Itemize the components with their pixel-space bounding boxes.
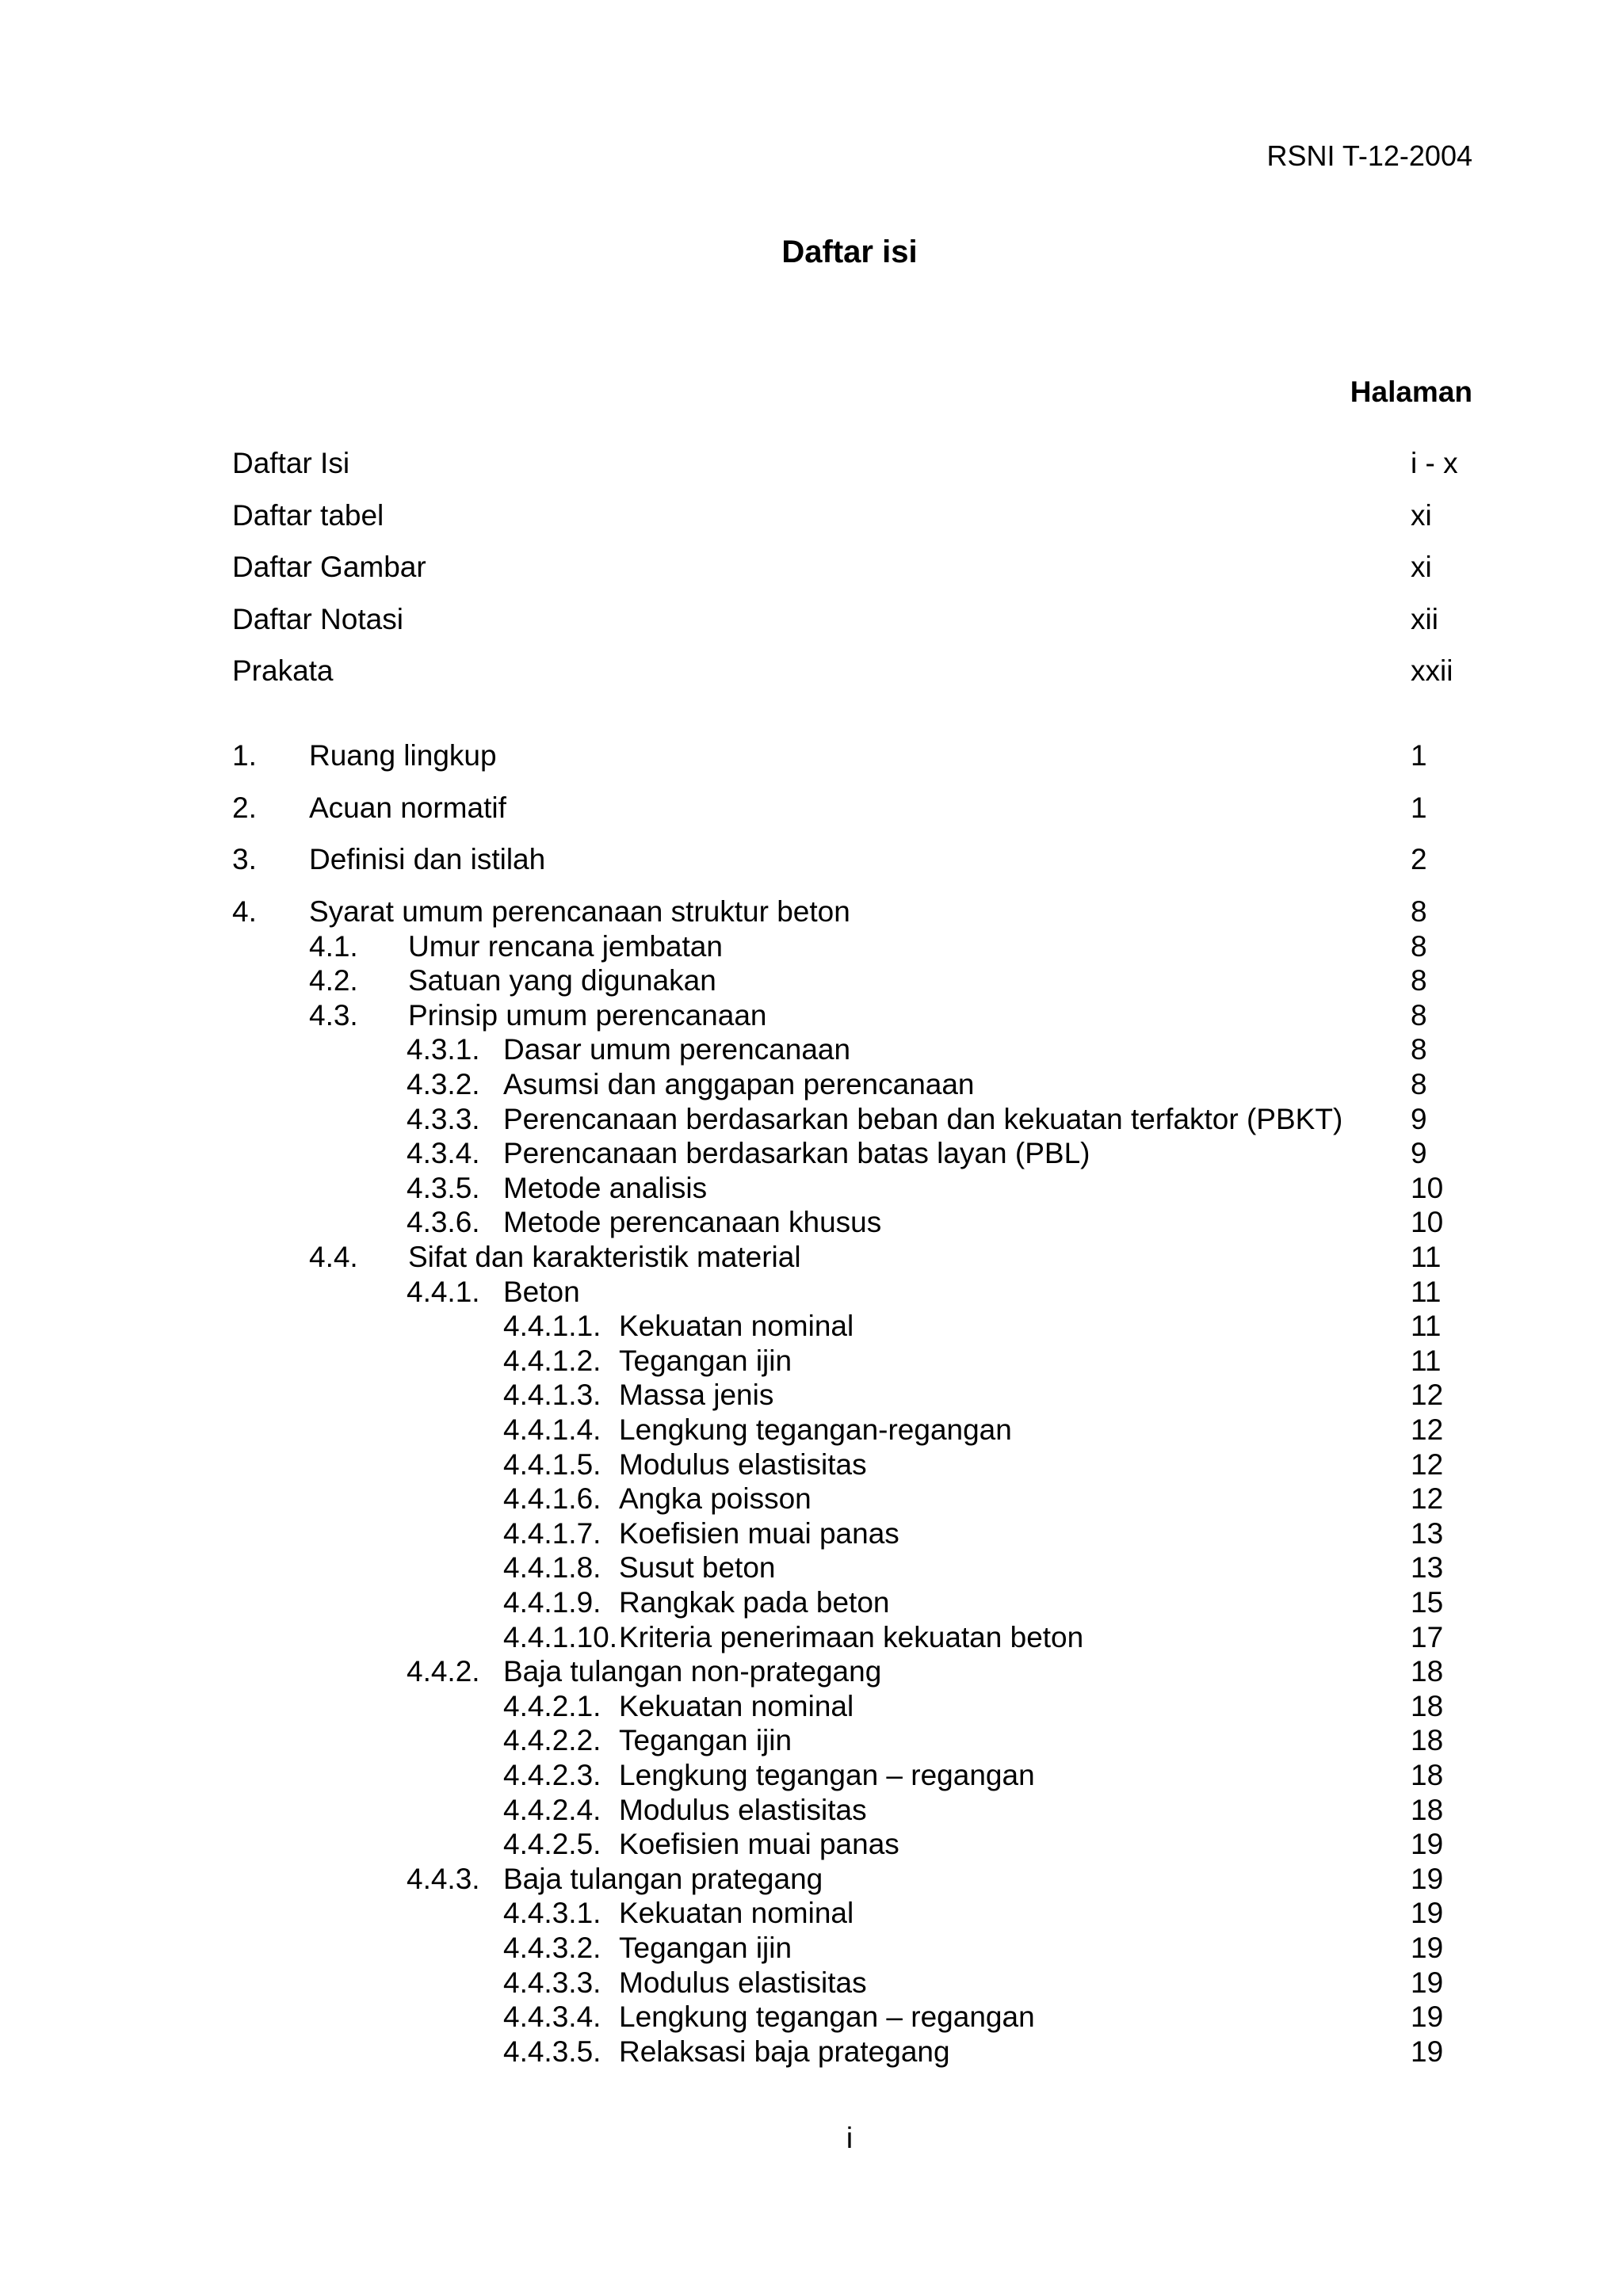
toc-entry [232, 1827, 1472, 1862]
toc-entry-number: 4.4.3.4. [503, 2000, 601, 2034]
toc-entry-title: Lengkung tegangan – regangan [619, 2000, 1035, 2034]
toc-entry-number: 4.4.3.3. [503, 1966, 601, 1999]
toc-entry-page: 10 [1411, 1171, 1444, 1204]
toc-entry-title: Modulus elastisitas [619, 1793, 867, 1826]
toc-entry [232, 1240, 1472, 1275]
toc-entry [232, 1344, 1472, 1379]
toc-entry [232, 1758, 1472, 1793]
toc-entry-title: Baja tulangan prategang [503, 1862, 823, 1895]
toc-entry-title: Rangkak pada beton [619, 1586, 890, 1619]
toc-entry [232, 1793, 1472, 1828]
toc-entry-title: Tegangan ijin [619, 1932, 792, 1964]
toc-entry-title: Lengkung tegangan – regangan [619, 1759, 1035, 1791]
toc-entry-title: Tegangan ijin [619, 1724, 792, 1757]
toc-entry-number: 4.3.6. [407, 1206, 480, 1239]
toc-entry-page: 15 [1411, 1586, 1444, 1619]
toc-entry-page: 11 [1411, 1241, 1442, 1273]
toc-entry-number: 4.4.1.8. [503, 1551, 601, 1585]
toc-entry-title: Susut beton [619, 1551, 776, 1585]
toc-entry-title: Ruang lingkup [309, 739, 497, 772]
toc-entry [232, 1482, 1472, 1516]
toc-entry [232, 738, 1472, 773]
toc-entry-title: Perencanaan berdasarkan batas layan (PBL) [503, 1137, 1090, 1170]
toc-entry-title: Angka poisson [619, 1482, 812, 1516]
toc-entry-number: 2. [232, 791, 257, 824]
toc-entry-number: 4.4.1.4. [503, 1413, 601, 1446]
toc-entry [232, 1032, 1472, 1067]
toc-entry-page: 1 [1411, 739, 1427, 772]
toc-entry-number: 4.4. [309, 1241, 358, 1273]
toc-entry-number: 4.4.2.3. [503, 1759, 601, 1791]
toc-entry [232, 2000, 1472, 2035]
toc-entry-page: 8 [1411, 929, 1427, 963]
toc-entry-title: Prakata [232, 654, 334, 687]
toc-entry [232, 1309, 1472, 1344]
toc-entry-page: xxii [1411, 654, 1453, 687]
page-number: i [846, 2122, 854, 2154]
toc-entry-page: 12 [1411, 1379, 1444, 1412]
toc-entry-number: 4.4.1.1. [503, 1310, 601, 1343]
toc-entry-page: 11 [1411, 1275, 1442, 1308]
toc-entry-page: 19 [1411, 1862, 1444, 1895]
toc-entry [232, 929, 1472, 964]
page-title: Daftar isi [781, 235, 918, 269]
toc-entry-number: 4.4.1. [407, 1275, 480, 1308]
toc-entry-number: 4.4.3. [407, 1862, 480, 1895]
toc-entry [232, 842, 1472, 877]
toc-entry-number: 1. [232, 739, 257, 772]
toc-entry-number: 4.4.2. [407, 1655, 480, 1688]
toc-entry [232, 1654, 1472, 1689]
toc-entry-page: xi [1411, 498, 1432, 532]
toc-entry-title: Daftar Gambar [232, 551, 426, 583]
toc-entry [232, 1205, 1472, 1240]
toc-entry-title: Kriteria penerimaan kekuatan beton [619, 1620, 1084, 1653]
toc-entry [232, 1171, 1472, 1206]
toc-entry [232, 1136, 1472, 1171]
toc-entry-page: i - x [1411, 447, 1458, 479]
toc-entry-page: 12 [1411, 1413, 1444, 1446]
toc-entry-number: 4.4.1.10. [503, 1620, 618, 1653]
toc-entry [232, 1966, 1472, 2000]
toc-entry-title: Acuan normatif [309, 791, 506, 824]
toc-entry [232, 1102, 1472, 1137]
toc-entry-page: 10 [1411, 1206, 1444, 1239]
toc-entry-number: 4. [232, 895, 257, 928]
toc-entry-page: xii [1411, 602, 1438, 635]
page-column-header: Halaman [1350, 376, 1472, 408]
toc-entry-page: 12 [1411, 1447, 1444, 1481]
toc-entry-number: 4.4.2.1. [503, 1689, 601, 1722]
toc-entry-page: 18 [1411, 1655, 1444, 1688]
toc-entry-page: 9 [1411, 1137, 1427, 1170]
toc-entry-number: 4.4.1.3. [503, 1379, 601, 1412]
toc-entry-page: 8 [1411, 998, 1427, 1032]
toc-entry-number: 4.3.1. [407, 1033, 480, 1066]
toc-entry-page: 19 [1411, 1828, 1444, 1861]
toc-entry-number: 4.4.3.1. [503, 1897, 601, 1930]
toc-entry [232, 1896, 1472, 1931]
toc-entry-number: 4.4.2.4. [503, 1793, 601, 1826]
toc-entry [232, 1275, 1472, 1310]
toc-entry-number: 4.3.2. [407, 1068, 480, 1100]
toc-entry [232, 550, 1472, 585]
toc-entry-title: Syarat umum perencanaan struktur beton [309, 895, 850, 928]
toc-entry [232, 1550, 1472, 1585]
toc-entry-page: 19 [1411, 2035, 1444, 2068]
toc-entry [232, 1378, 1472, 1413]
toc-entry-title: Daftar Isi [232, 447, 350, 479]
toc-entry-number: 4.3.3. [407, 1102, 480, 1135]
toc-entry-title: Kekuatan nominal [619, 1310, 854, 1343]
toc-entry-page: 9 [1411, 1102, 1427, 1135]
toc-entry-title: Metode analisis [503, 1171, 708, 1204]
toc-entry-page: 8 [1411, 1033, 1427, 1066]
toc-entry-page: 8 [1411, 1068, 1427, 1100]
toc-entry-page: 2 [1411, 843, 1427, 875]
toc-entry-number: 4.4.2.5. [503, 1828, 601, 1861]
toc-entry-title: Modulus elastisitas [619, 1447, 867, 1481]
toc-entry [232, 1723, 1472, 1758]
toc-entry-title: Umur rencana jembatan [408, 929, 723, 963]
toc-entry-title: Tegangan ijin [619, 1344, 792, 1377]
toc-entry-title: Modulus elastisitas [619, 1966, 867, 1999]
toc-entry-page: 12 [1411, 1482, 1444, 1516]
toc-entry-number: 4.4.1.9. [503, 1586, 601, 1619]
toc-entry [232, 894, 1472, 929]
toc-entry-title: Asumsi dan anggapan perencanaan [503, 1068, 975, 1100]
toc-entry-page: 8 [1411, 964, 1427, 997]
toc-entry-title: Prinsip umum perencanaan [408, 998, 767, 1032]
toc-entry [232, 963, 1472, 998]
toc-entry [232, 1067, 1472, 1102]
toc-entry-title: Daftar Notasi [232, 602, 403, 635]
toc-entry-title: Metode perencanaan khusus [503, 1206, 882, 1239]
toc-entry [232, 602, 1472, 637]
toc-entry-title: Koefisien muai panas [619, 1516, 899, 1550]
toc-entry-title: Perencanaan berdasarkan beban dan kekuatan terfaktor (PBKT) [503, 1102, 1343, 1135]
toc-entry-page: 19 [1411, 1966, 1444, 1999]
toc-entry [232, 1862, 1472, 1897]
toc-entry-title: Massa jenis [619, 1379, 774, 1412]
toc-entry-title: Definisi dan istilah [309, 843, 546, 875]
toc-entry [232, 998, 1472, 1033]
toc-entry [232, 446, 1472, 481]
toc-entry-number: 4.4.1.2. [503, 1344, 601, 1377]
toc-entry-title: Dasar umum perencanaan [503, 1033, 851, 1066]
toc-entry-page: 18 [1411, 1793, 1444, 1826]
toc-entry-page: 18 [1411, 1759, 1444, 1791]
toc-entry-number: 4.2. [309, 964, 358, 997]
document-code: RSNI T-12-2004 [1266, 139, 1472, 172]
toc-entry-number: 4.3. [309, 998, 358, 1032]
toc-entry-page: 19 [1411, 1932, 1444, 1964]
toc-entry-title: Lengkung tegangan-regangan [619, 1413, 1012, 1446]
toc-entry [232, 1585, 1472, 1620]
toc-entry-title: Satuan yang digunakan [408, 964, 716, 997]
toc-entry [232, 1516, 1472, 1551]
toc-entry-number: 4.3.4. [407, 1137, 480, 1170]
toc-entry-title: Baja tulangan non-prategang [503, 1655, 882, 1688]
toc-entry-page: 13 [1411, 1516, 1444, 1550]
toc-entry [232, 1447, 1472, 1482]
toc-entry [232, 1689, 1472, 1724]
toc-entry-page: 19 [1411, 2000, 1444, 2034]
toc-entry [232, 1413, 1472, 1447]
toc-entry-page: 19 [1411, 1897, 1444, 1930]
toc-entry-page: 8 [1411, 895, 1427, 928]
toc-entry-page: 11 [1411, 1310, 1442, 1343]
toc-entry-number: 4.4.3.2. [503, 1932, 601, 1964]
toc-entry [232, 791, 1472, 826]
toc-entry-number: 4.3.5. [407, 1171, 480, 1204]
toc-entry-title: Koefisien muai panas [619, 1828, 899, 1861]
toc-entry-number: 4.1. [309, 929, 358, 963]
toc-entry-title: Kekuatan nominal [619, 1689, 854, 1722]
toc-entry [232, 498, 1472, 533]
toc-entry-page: 1 [1411, 791, 1427, 824]
toc-entry-page: 11 [1411, 1344, 1442, 1377]
toc-entry-number: 3. [232, 843, 257, 875]
toc-entry-title: Beton [503, 1275, 580, 1308]
toc-entry-title: Daftar tabel [232, 498, 384, 532]
toc-entry-number: 4.4.3.5. [503, 2035, 601, 2068]
toc-entry [232, 1931, 1472, 1966]
toc-entry [232, 2035, 1472, 2069]
toc-entry-page: 17 [1411, 1620, 1444, 1653]
toc-entry-page: xi [1411, 551, 1432, 583]
toc-entry-title: Kekuatan nominal [619, 1897, 854, 1930]
toc-entry-title: Relaksasi baja prategang [619, 2035, 950, 2068]
toc-entry-page: 18 [1411, 1689, 1444, 1722]
toc-entry [232, 654, 1472, 688]
toc-entry-number: 4.4.2.2. [503, 1724, 601, 1757]
toc-entry-page: 13 [1411, 1551, 1444, 1585]
toc-entry-number: 4.4.1.7. [503, 1516, 601, 1550]
toc-entry-number: 4.4.1.6. [503, 1482, 601, 1516]
toc-entry [232, 1620, 1472, 1655]
toc-entry-number: 4.4.1.5. [503, 1447, 601, 1481]
toc-entry-page: 18 [1411, 1724, 1444, 1757]
toc-entry-title: Sifat dan karakteristik material [408, 1241, 801, 1273]
